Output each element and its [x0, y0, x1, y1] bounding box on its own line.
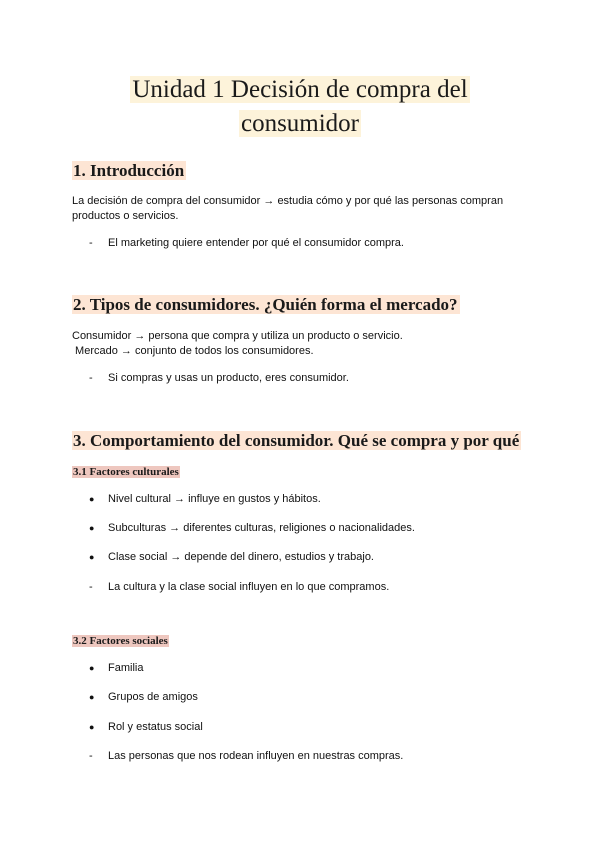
bullet-marker: ● [89, 722, 95, 732]
list-item: ● Familia [89, 662, 144, 674]
list-item: ● Grupos de amigos [89, 691, 198, 703]
list-item: ● Subculturas → diferentes culturas, religiones o nacionalidades. [89, 522, 415, 534]
bullet-marker: ● [89, 552, 95, 562]
subsection-heading-culturales: 3.1 Factores culturales [73, 466, 179, 478]
section-heading-introduccion: 1. Introducción [73, 161, 185, 180]
subsection-heading-sociales: 3.2 Factores sociales [73, 635, 168, 647]
list-item: - El marketing quiere entender por qué el consumidor compra. [89, 237, 404, 249]
title-line-1: Unidad 1 Decisión de compra del [132, 76, 468, 103]
dash-marker: - [89, 237, 93, 249]
title-line-2: consumidor [240, 110, 360, 137]
dash-marker: - [89, 581, 93, 593]
bullet-marker: ● [89, 663, 95, 673]
bullet-marker: ● [89, 494, 95, 504]
bullet-marker: ● [89, 692, 95, 702]
dash-marker: - [89, 372, 93, 384]
section-heading-comportamiento: 3. Comportamiento del consumidor. Qué se compra y por qué [73, 431, 520, 450]
section-2-paragraph: Consumidor → persona que compra y utiliza un producto o servicio. Mercado → conjunto de todos los consumidores. [72, 330, 403, 357]
document-title [0, 73, 600, 141]
list-item: - Si compras y usas un producto, eres consumidor. [89, 372, 349, 384]
list-item: ● Clase social → depende del dinero, estudios y trabajo. [89, 551, 374, 563]
list-item: ● Nivel cultural → influye en gustos y hábitos. [89, 493, 321, 505]
section-heading-tipos: 2. Tipos de consumidores. ¿Quién forma el mercado? [73, 295, 458, 314]
list-item: - La cultura y la clase social influyen en lo que compramos. [89, 581, 390, 593]
dash-marker: - [89, 750, 93, 762]
list-item: - Las personas que nos rodean influyen en nuestras compras. [89, 750, 404, 762]
list-item: ● Rol y estatus social [89, 721, 203, 733]
bullet-marker: ● [89, 523, 95, 533]
section-1-paragraph: La decisión de compra del consumidor → estudia cómo y por qué las personas compran productos o servicios. [72, 195, 504, 222]
